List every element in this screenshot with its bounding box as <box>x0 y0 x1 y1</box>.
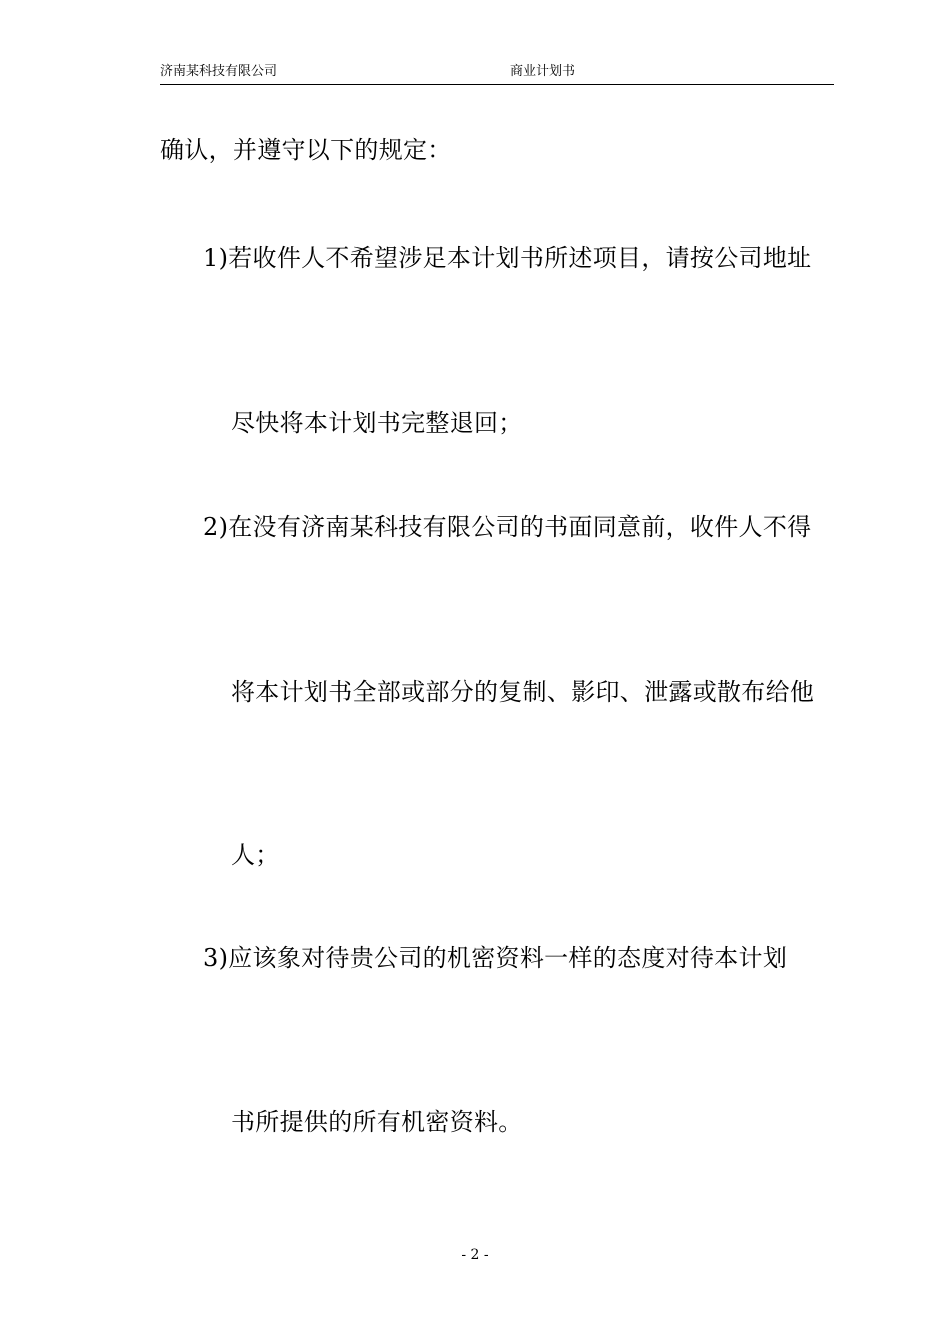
rule-2-continuation-line: 将本计划书全部或部分的复制、影印、泄露或散布给他 <box>231 678 815 706</box>
rule-1-continuation-line: 尽快将本计划书完整退回； <box>231 409 523 437</box>
rule-1-first-line <box>203 243 811 273</box>
rule-2-first-line <box>203 512 811 542</box>
page-number: - 2 - <box>461 1247 489 1263</box>
rule-2-continuation-line: 人； <box>231 841 280 869</box>
rule-3-text: 应该象对待贵公司的机密资料一样的态度对待本计划 <box>228 944 788 972</box>
rule-3-first-line <box>203 943 787 973</box>
rule-2-number: 2) <box>203 513 229 541</box>
page-header <box>160 62 834 85</box>
header-document-title: 商业计划书 <box>510 64 576 79</box>
intro-paragraph: 确认，并遵守以下的规定： <box>160 136 452 164</box>
rule-2-text: 在没有济南某科技有限公司的书面同意前，收件人不得 <box>228 513 812 541</box>
header-company-name: 济南某科技有限公司 <box>160 64 278 79</box>
rule-1-text: 若收件人不希望涉足本计划书所述项目，请按公司地址 <box>228 244 812 272</box>
rule-3-number: 3) <box>203 944 229 972</box>
rule-3-continuation-line: 书所提供的所有机密资料。 <box>231 1108 523 1136</box>
rule-1-number: 1) <box>203 244 229 272</box>
